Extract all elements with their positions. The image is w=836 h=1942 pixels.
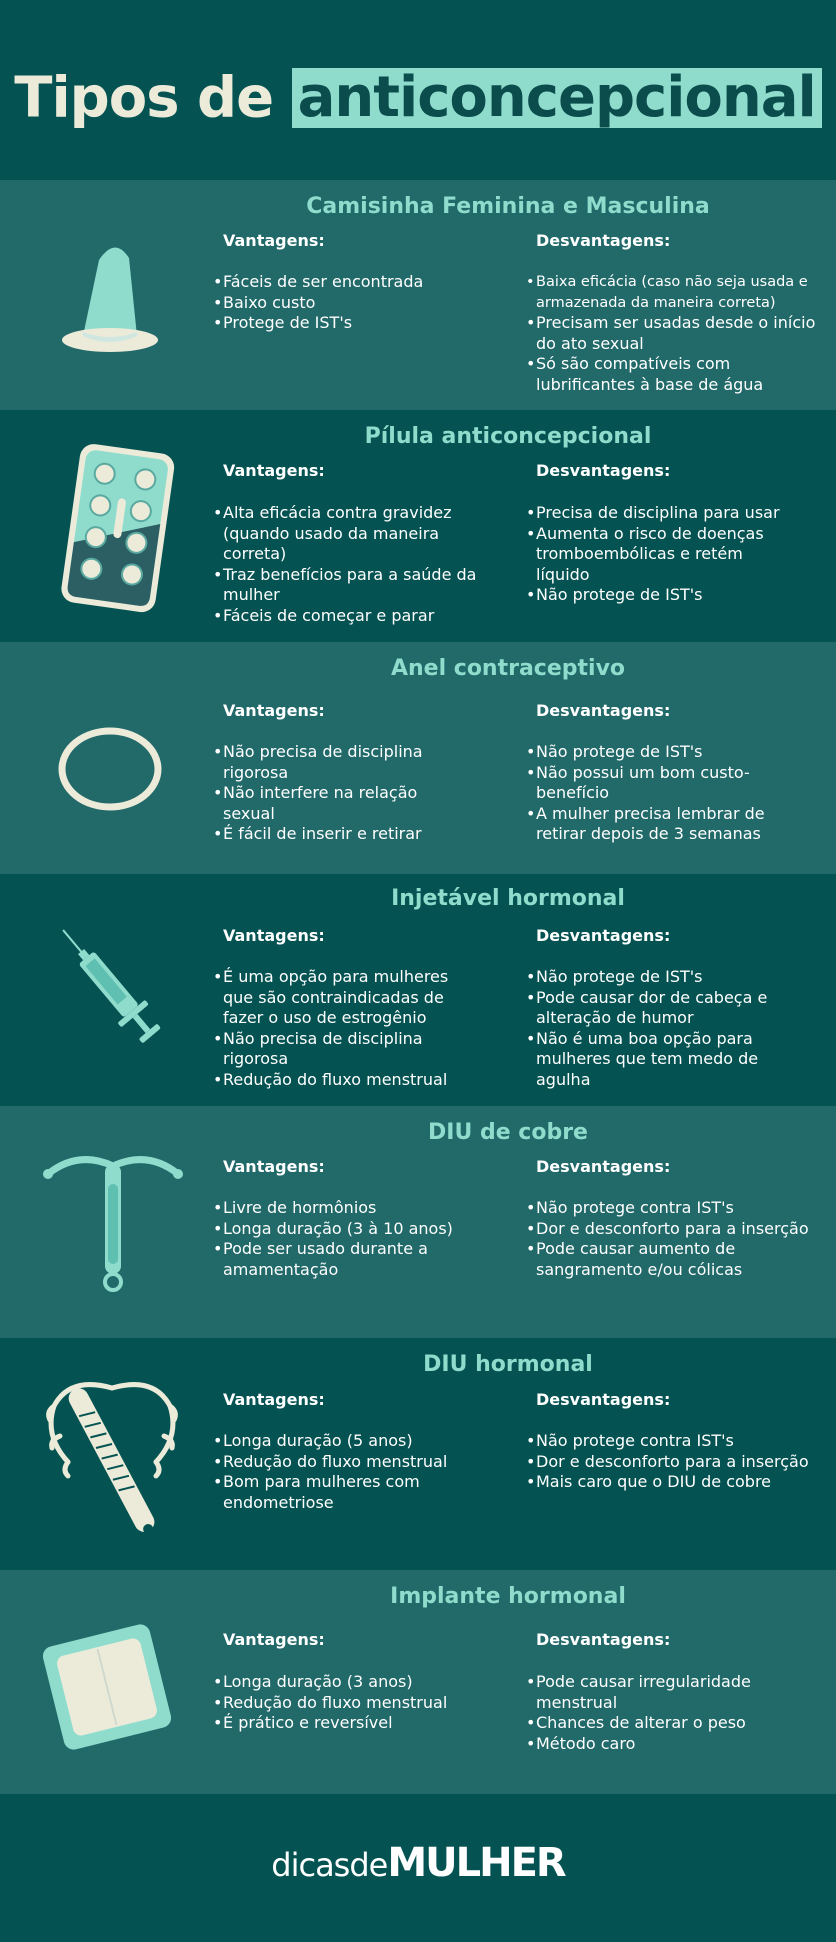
pros-list — [213, 272, 513, 334]
method-ring — [0, 642, 836, 874]
pro-item: • É uma opção para mulheres que são contraindicadas de fazer o uso de estrogênio — [213, 967, 483, 1029]
method-copper-iud — [0, 1106, 836, 1338]
brand-text-mulher: MULHER — [387, 1840, 565, 1886]
con-item: • A mulher precisa lembrar de retirar depois de 3 semanas — [526, 804, 816, 845]
con-item: • Pode causar dor de cabeça e alteração de humor — [526, 988, 816, 1029]
disadvantages-heading: Desvantagens: — [536, 1157, 671, 1176]
con-item: • Não protege contra IST's — [526, 1198, 816, 1219]
pro-item: • Fáceis de começar e parar — [213, 606, 483, 627]
method-title: Pílula anticoncepcional — [364, 424, 652, 449]
con-item: • Pode causar aumento de sangramento e/ou cólicas — [526, 1239, 816, 1280]
method-title: Anel contraceptivo — [390, 656, 626, 681]
advantages-heading: Vantagens: — [223, 1157, 325, 1176]
advantages-heading: Vantagens: — [223, 926, 325, 945]
con-item: • Baixa eficácia (caso não seja usada e armazenada da maneira correta) — [526, 272, 826, 313]
disadvantages-heading: Desvantagens: — [536, 461, 671, 480]
ring-icon — [55, 724, 165, 814]
con-item: • Não protege contra IST's — [526, 1431, 816, 1452]
disadvantages-heading: Desvantagens: — [536, 701, 671, 720]
disadvantages-heading: Desvantagens: — [536, 1390, 671, 1409]
cons-list — [526, 1672, 816, 1754]
copper-iud-icon — [38, 1144, 188, 1304]
disadvantages-heading: Desvantagens: — [536, 1630, 671, 1649]
con-item: • Pode causar irregularidade menstrual — [526, 1672, 816, 1713]
title-part-1: Tipos de — [14, 65, 274, 131]
con-item: • Método caro — [526, 1734, 816, 1755]
method-condom — [0, 180, 836, 410]
method-implant — [0, 1570, 836, 1794]
method-pill — [0, 410, 836, 642]
page-title — [0, 62, 836, 130]
con-item: • Não é uma boa opção para mulheres que tem medo de agulha — [526, 1029, 816, 1091]
pro-item: • Longa duração (3 à 10 anos) — [213, 1219, 483, 1240]
pro-item: • Bom para mulheres com endometriose — [213, 1472, 483, 1513]
cons-list — [526, 1431, 816, 1493]
pro-item: • Baixo custo — [213, 293, 513, 314]
con-item: • Precisa de disciplina para usar — [526, 503, 796, 524]
method-title: Implante hormonal — [390, 1584, 626, 1609]
disadvantages-heading: Desvantagens: — [536, 926, 671, 945]
method-title: Camisinha Feminina e Masculina — [306, 194, 710, 219]
con-item: • Não possui um bom custo-benefício — [526, 763, 816, 804]
pill-pack-icon — [52, 438, 182, 623]
cons-list — [526, 503, 796, 606]
pro-item: • Não precisa de disciplina rigorosa — [213, 742, 473, 783]
pro-item: • Alta eficácia contra gravidez (quando usado da maneira correta) — [213, 503, 483, 565]
con-item: • Mais caro que o DIU de cobre — [526, 1472, 816, 1493]
pro-item: • Não interfere na relação sexual — [213, 783, 473, 824]
hormonal-iud-icon — [40, 1366, 185, 1551]
con-item: • Não protege de IST's — [526, 967, 816, 988]
con-item: • Dor e desconforto para a inserção — [526, 1452, 816, 1473]
cons-list — [526, 1198, 816, 1280]
pro-item: • Traz benefícios para a saúde da mulher — [213, 565, 483, 606]
con-item: • Só são compatíveis com lubrificantes à base de água — [526, 354, 826, 395]
con-item: • Não protege de IST's — [526, 585, 796, 606]
pro-item: • Fáceis de ser encontrada — [213, 272, 513, 293]
syringe-icon — [50, 919, 170, 1054]
method-title: DIU hormonal — [423, 1352, 593, 1377]
cons-list — [526, 967, 816, 1090]
disadvantages-heading: Desvantagens: — [536, 231, 671, 250]
con-item: • Precisam ser usadas desde o início do ato sexual — [526, 313, 826, 354]
pro-item: • Não precisa de disciplina rigorosa — [213, 1029, 483, 1070]
advantages-heading: Vantagens: — [223, 231, 325, 250]
brand-text-de: de — [349, 1846, 388, 1884]
advantages-heading: Vantagens: — [223, 461, 325, 480]
pro-item: • Longa duração (3 anos) — [213, 1672, 473, 1693]
advantages-heading: Vantagens: — [223, 1390, 325, 1409]
brand-logo — [0, 1840, 836, 1886]
method-injection — [0, 874, 836, 1106]
method-title: DIU de cobre — [428, 1120, 588, 1145]
pros-list — [213, 967, 483, 1090]
pro-item: • Protege de IST's — [213, 313, 513, 334]
pro-item: • Longa duração (5 anos) — [213, 1431, 483, 1452]
pro-item: • Pode ser usado durante a amamentação — [213, 1239, 483, 1280]
pros-list — [213, 742, 473, 845]
con-item: • Aumenta o risco de doenças tromboembólicas e retém líquido — [526, 524, 796, 586]
pros-list — [213, 1672, 473, 1734]
cons-list — [526, 742, 816, 845]
pros-list — [213, 1431, 483, 1513]
pro-item: • É prático e reversível — [213, 1713, 473, 1734]
method-title: Injetável hormonal — [391, 886, 625, 911]
pro-item: • Livre de hormônios — [213, 1198, 483, 1219]
pros-list — [213, 503, 483, 626]
con-item: • Não protege de IST's — [526, 742, 816, 763]
brand-text-dicas: dicas — [271, 1846, 350, 1884]
con-item: • Chances de alterar o peso — [526, 1713, 816, 1734]
pros-list — [213, 1198, 483, 1280]
title-highlight: anticoncepcional — [292, 68, 822, 128]
pro-item: • Redução do fluxo menstrual — [213, 1693, 473, 1714]
advantages-heading: Vantagens: — [223, 701, 325, 720]
advantages-heading: Vantagens: — [223, 1630, 325, 1649]
implant-icon — [42, 1622, 172, 1752]
con-item: • Dor e desconforto para a inserção — [526, 1219, 816, 1240]
method-hormonal-iud — [0, 1338, 836, 1570]
condom-icon — [55, 240, 165, 360]
pro-item: • É fácil de inserir e retirar — [213, 824, 473, 845]
pro-item: • Redução do fluxo menstrual — [213, 1452, 483, 1473]
pro-item: • Redução do fluxo menstrual — [213, 1070, 483, 1091]
cons-list — [526, 272, 826, 395]
